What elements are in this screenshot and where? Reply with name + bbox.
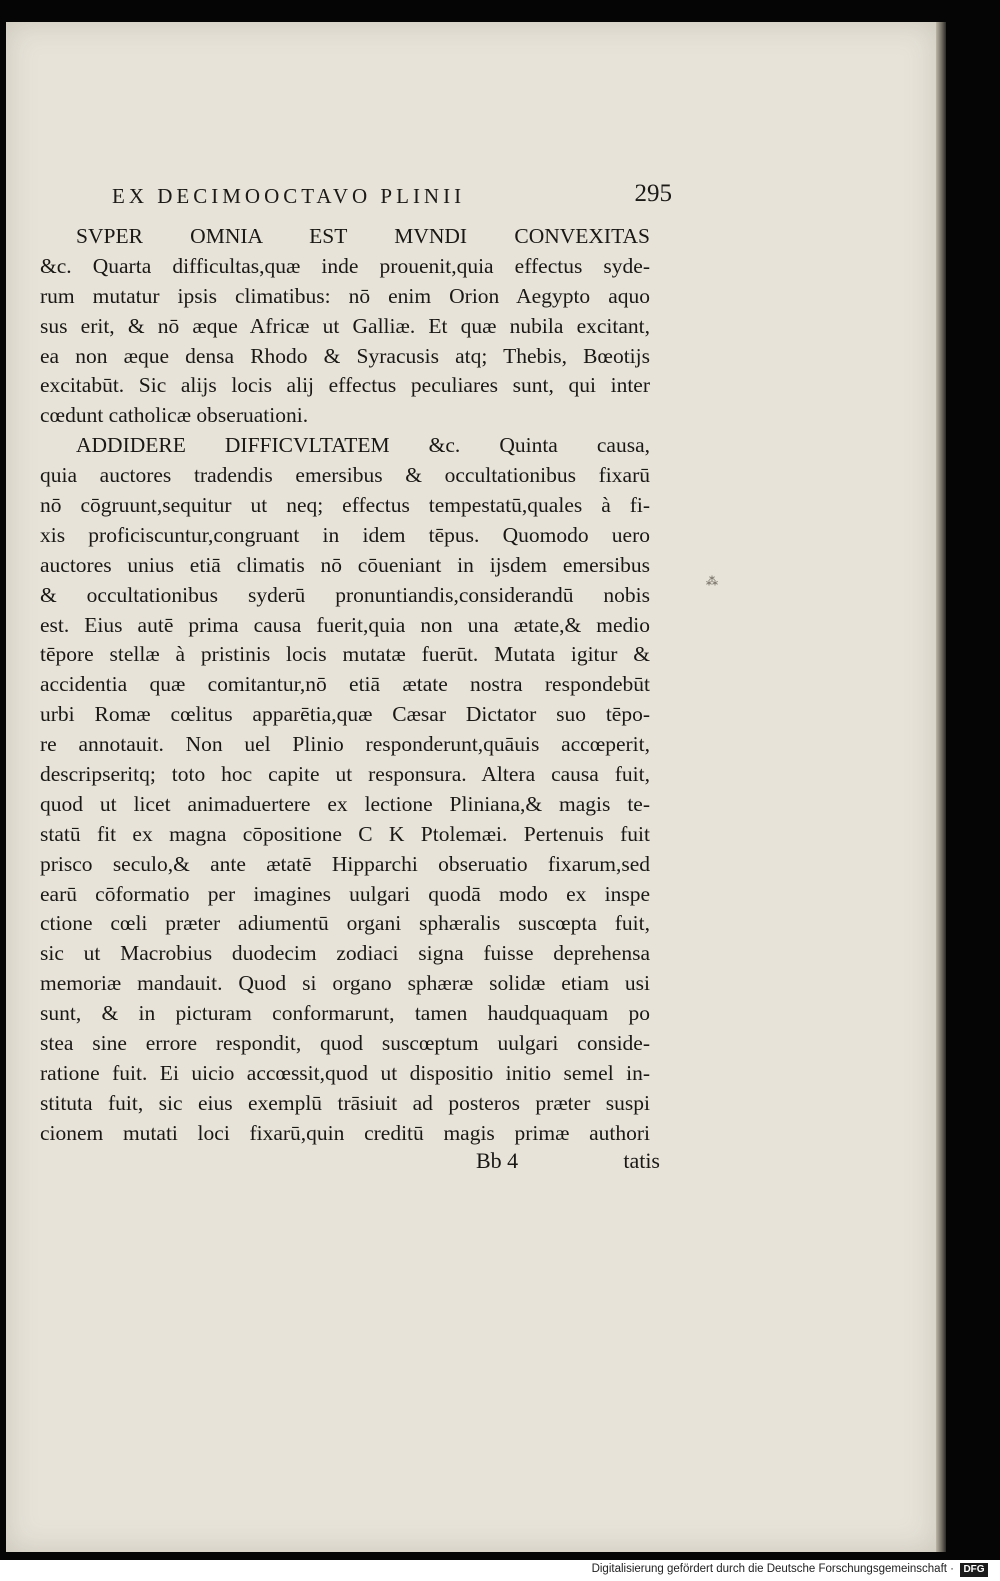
text-line: auctores unius etiā climatis nō cōueniant in ijsdem emersibus bbox=[40, 552, 650, 577]
text-line: ea non æque densa Rhodo & Syracusis atq; Thebis, Bœotijs bbox=[40, 343, 650, 368]
text-line: quia auctores tradendis emersibus & occultationibus fixarū bbox=[40, 463, 650, 488]
catchline bbox=[476, 1148, 660, 1178]
text-line: ctione cœli præter adiumentū organi sphæralis suscœpta fuit, bbox=[40, 911, 650, 936]
text-line: statū fit ex magna cōpositione C K Ptolemæi. Pertenuis fuit bbox=[40, 821, 650, 846]
text-line: descripseritq; toto hoc capite ut responsura. Altera causa fuit, bbox=[40, 762, 650, 787]
digitization-footer bbox=[0, 1560, 1000, 1581]
text-line: sus erit, & nō æque Africæ ut Galliæ. Et quæ nubila excitant, bbox=[40, 313, 650, 338]
funding-credit: Digitalisierung gefördert durch die Deutsche Forschungsgemeinschaft · bbox=[591, 1563, 954, 1575]
text-line: urbi Romæ cœlitus apparētia,quæ Cæsar Dictator suo tēpo- bbox=[40, 702, 650, 727]
text-line: ADDIDERE DIFFICVLTATEM &c. Quinta causa, bbox=[76, 433, 650, 458]
text-line: accidentia quæ comitantur,nō etiā ætate nostra respondebūt bbox=[40, 672, 650, 697]
signature-mark: Bb 4 bbox=[476, 1148, 519, 1173]
folio-number: 295 bbox=[634, 180, 672, 207]
text-line: stea sine errore respondit, quod suscœptum uulgari conside- bbox=[40, 1031, 650, 1056]
text-line: earū cōformatio per imagines uulgari quodā modo ex inspe bbox=[40, 881, 650, 906]
text-line: quod ut licet animaduertere ex lectione Pliniana,& magis te- bbox=[40, 791, 650, 816]
text-block bbox=[40, 222, 650, 1149]
ink-speck: ⁂ bbox=[706, 574, 718, 588]
text-line: &c. Quarta difficultas,quæ inde prouenit,quia effectus syde- bbox=[40, 253, 650, 278]
text-line: xis proficiscuntur,congruant in idem tēpus. Quomodo uero bbox=[40, 522, 650, 547]
text-line: re annotauit. Non uel Plinio responderunt,quāuis accœperit, bbox=[40, 732, 650, 757]
text-line: SVPER OMNIA EST MVNDI CONVEXITAS bbox=[76, 224, 650, 248]
text-line: rum mutatur ipsis climatibus: nō enim Orion Aegypto aquo bbox=[40, 283, 650, 308]
catchword: tatis bbox=[623, 1148, 660, 1173]
running-head bbox=[112, 180, 672, 220]
text-line: nō cōgruunt,sequitur ut neq; effectus tempestatū,quales à fi- bbox=[40, 493, 650, 518]
running-title: EX DECIMOOCTAVO PLINII bbox=[112, 184, 466, 208]
text-line: sunt, & in picturam conformarunt, tamen haudquaquam po bbox=[40, 1001, 650, 1026]
text-line: excitabūt. Sic alijs locis alij effectus peculiares sunt, qui inter bbox=[40, 373, 650, 398]
text-line: cœdunt catholicæ obseruationi. bbox=[40, 403, 309, 428]
text-line: & occultationibus syderū pronuntiandis,considerandū nobis bbox=[40, 582, 650, 607]
text-line: est. Eius autē prima causa fuerit,quia non una ætate,& medio bbox=[40, 612, 650, 637]
text-line: sic ut Macrobius duodecim zodiaci signa fuisse deprehensa bbox=[40, 941, 650, 966]
text-line: prisco seculo,& ante ætatē Hipparchi obseruatio fixarum,sed bbox=[40, 851, 650, 876]
text-line: tēpore stellæ à pristinis locis mutatæ fuerūt. Mutata igitur & bbox=[40, 642, 650, 667]
text-line: cionem mutati loci fixarū,quin creditū magis primæ authori bbox=[40, 1120, 650, 1145]
text-line: memoriæ mandauit. Quod si organo sphæræ solidæ etiam usi bbox=[40, 971, 650, 996]
page-edge bbox=[936, 22, 946, 1552]
text-line: stituta fuit, sic eius exemplū trāsiuit ad posteros præter suspi bbox=[40, 1090, 650, 1115]
dfg-logo: DFG bbox=[960, 1563, 988, 1577]
text-line: ratione fuit. Ei uicio accœssit,quod ut dispositio initio semel in- bbox=[40, 1060, 650, 1085]
